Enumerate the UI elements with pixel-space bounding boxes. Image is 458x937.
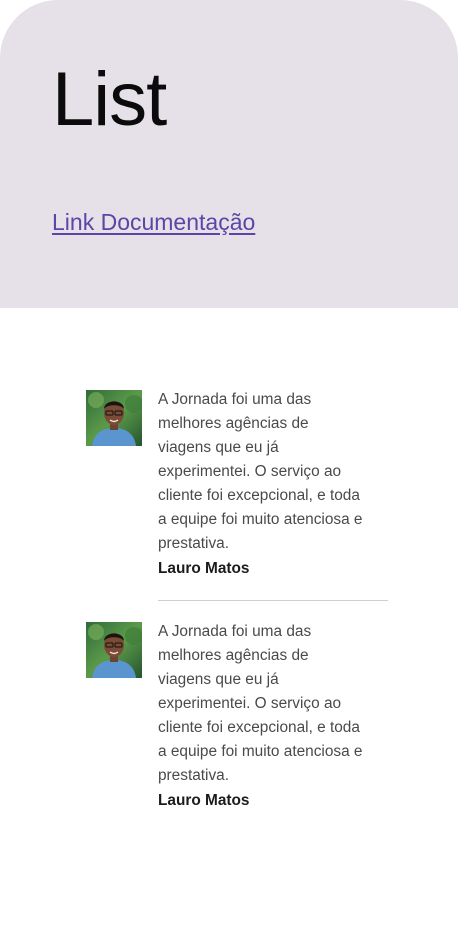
person-photo-icon xyxy=(86,390,142,446)
testimonial-author: Lauro Matos xyxy=(158,560,250,577)
avatar xyxy=(86,622,142,678)
documentation-link[interactable]: Link Documentação xyxy=(52,209,256,235)
avatar xyxy=(86,390,142,446)
person-photo-icon xyxy=(86,622,142,678)
divider xyxy=(158,600,388,601)
header-card xyxy=(0,0,458,308)
list-item xyxy=(86,388,388,602)
testimonial-quote: A Jornada foi uma das melhores agências de viagens que eu já experimentei. O serviço ao cliente foi excepcional, e toda a equipe foi muito atenciosa e prestativa. xyxy=(158,623,363,784)
testimonial-list xyxy=(86,388,388,834)
testimonial-quote: A Jornada foi uma das melhores agências de viagens que eu já experimentei. O serviço ao cliente foi excepcional, e toda a equipe foi muito atenciosa e prestativa. xyxy=(158,391,363,552)
list-item xyxy=(86,620,388,834)
page-title: List xyxy=(52,57,167,142)
testimonial-author: Lauro Matos xyxy=(158,792,250,809)
